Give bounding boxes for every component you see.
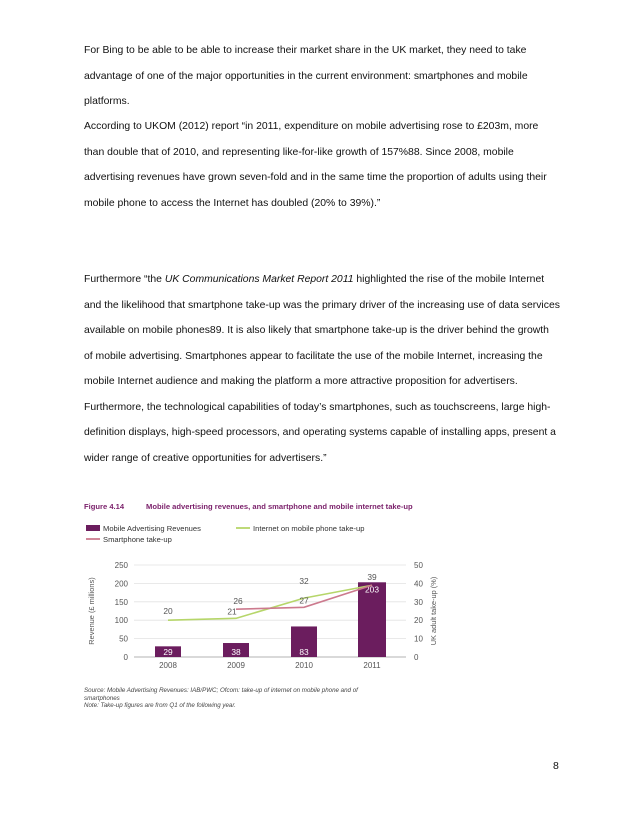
x-tick-label: 2009 xyxy=(227,661,245,670)
paragraph-3: Furthermore “the UK Communications Market Report 2011 highlighted the rise of the mobile Internet and the likelihood that smartphone take-up was the primary driver of the increasing use of data services available on mobile phones89. It is also likely that smartphone take-up is the driver behind the growth of mobile advertising. Smartphones appear to facilitate the use of the mobile Internet, increasing the mobile Internet audience and making the platform a more attractive proposition for advertisers. Furthermore, the technological capabilities of today’s smartphones, such as touchscreens, large high- definition displays, high-speed processors, and operating systems capable of installing apps, present a wider range of creative opportunities for advertisers.” xyxy=(84,267,584,471)
paragraph-3-line-1: Furthermore “the UK Communications Market Report 2011 highlighted the rise of the mobile Internet xyxy=(84,274,545,285)
y2-axis-label: UK adult take-up (%) xyxy=(429,576,438,646)
y2-tick-label: 0 xyxy=(414,653,419,662)
y-tick-label: 100 xyxy=(114,616,128,626)
x-tick-label: 2008 xyxy=(159,661,177,670)
figure-number: Figure 4.14 xyxy=(84,502,125,511)
bar-data-label: 203 xyxy=(365,584,379,595)
bar-data-label: 83 xyxy=(299,647,309,657)
y2-tick-label: 50 xyxy=(414,561,423,570)
paragraph-2-line-2: than double that of 2010, and representing like-for-like growth of 157%88. Since 2008, mobile xyxy=(84,146,514,158)
figure-caption xyxy=(84,502,504,511)
paragraph-1-line-1: For Bing to be able to be able to increase their market share in the UK market, they need to take xyxy=(84,45,527,56)
paragraph-1-line-2: advantage of one of the major opportunities in the current environment: smartphones and mobile xyxy=(84,70,528,82)
paragraph-1 xyxy=(84,38,584,115)
chart xyxy=(84,523,464,685)
source-line-2: smartphones xyxy=(84,694,120,702)
source-line-1: Source: Mobile Advertising Revenues: IAB/PWC; Ofcom: take-up of internet on mobile phone and of xyxy=(84,687,358,694)
y2-tick-label: 10 xyxy=(414,634,423,644)
y-tick-label: 150 xyxy=(114,597,128,607)
y-tick-label: 0 xyxy=(123,653,128,662)
internet-data-label: 20 xyxy=(163,606,173,617)
internet-data-label: 32 xyxy=(299,576,309,587)
y2-tick-label: 40 xyxy=(414,579,423,589)
bar-data-label: 29 xyxy=(163,647,173,657)
internet-data-label: 21 xyxy=(227,606,237,617)
y-tick-label: 200 xyxy=(114,579,128,589)
smartphone-data-label: 26 xyxy=(233,596,243,607)
paragraph-2-line-1: According to UKOM (2012) report “in 2011, expenditure on mobile advertising rose to £203m, more xyxy=(84,121,539,132)
figure-title: Mobile advertising revenues, and smartphone and mobile internet take-up xyxy=(146,502,413,511)
smartphone-data-label: 27 xyxy=(299,595,309,606)
internet-takeup-line xyxy=(168,585,372,620)
report-title: UK Communications Market Report 2011 xyxy=(164,274,354,285)
legend-label: Mobile Advertising Revenues xyxy=(103,524,201,533)
x-tick-label: 2010 xyxy=(295,661,313,670)
figure-note: Note: Take-up figures are from Q1 of the following year. xyxy=(84,702,236,710)
chart-svg xyxy=(84,523,464,685)
y-tick-label: 250 xyxy=(114,561,128,570)
y-tick-label: 50 xyxy=(119,634,128,644)
legend-swatch xyxy=(86,525,100,531)
x-tick-label: 2011 xyxy=(363,661,381,670)
figure-source xyxy=(84,687,484,710)
internet-data-label: 39 xyxy=(367,572,377,583)
legend-label: Smartphone take-up xyxy=(103,535,172,544)
page-number: 8 xyxy=(553,760,559,772)
y-axis-label: Revenue (£ millions) xyxy=(87,577,96,645)
y2-tick-label: 30 xyxy=(414,597,423,607)
paragraph-2 xyxy=(84,114,584,216)
paragraph-2-line-4: mobile phone to access the Internet has doubled (20% to 39%).” xyxy=(84,197,381,209)
paragraph-2-line-3: advertising revenues have grown seven-fold and in the same time the proportion of adults using their xyxy=(84,172,547,183)
legend-label: Internet on mobile phone take-up xyxy=(253,524,365,533)
bar-data-label: 38 xyxy=(231,647,241,657)
paragraph-1-line-3: platforms. xyxy=(84,96,130,107)
y2-tick-label: 20 xyxy=(414,616,423,626)
